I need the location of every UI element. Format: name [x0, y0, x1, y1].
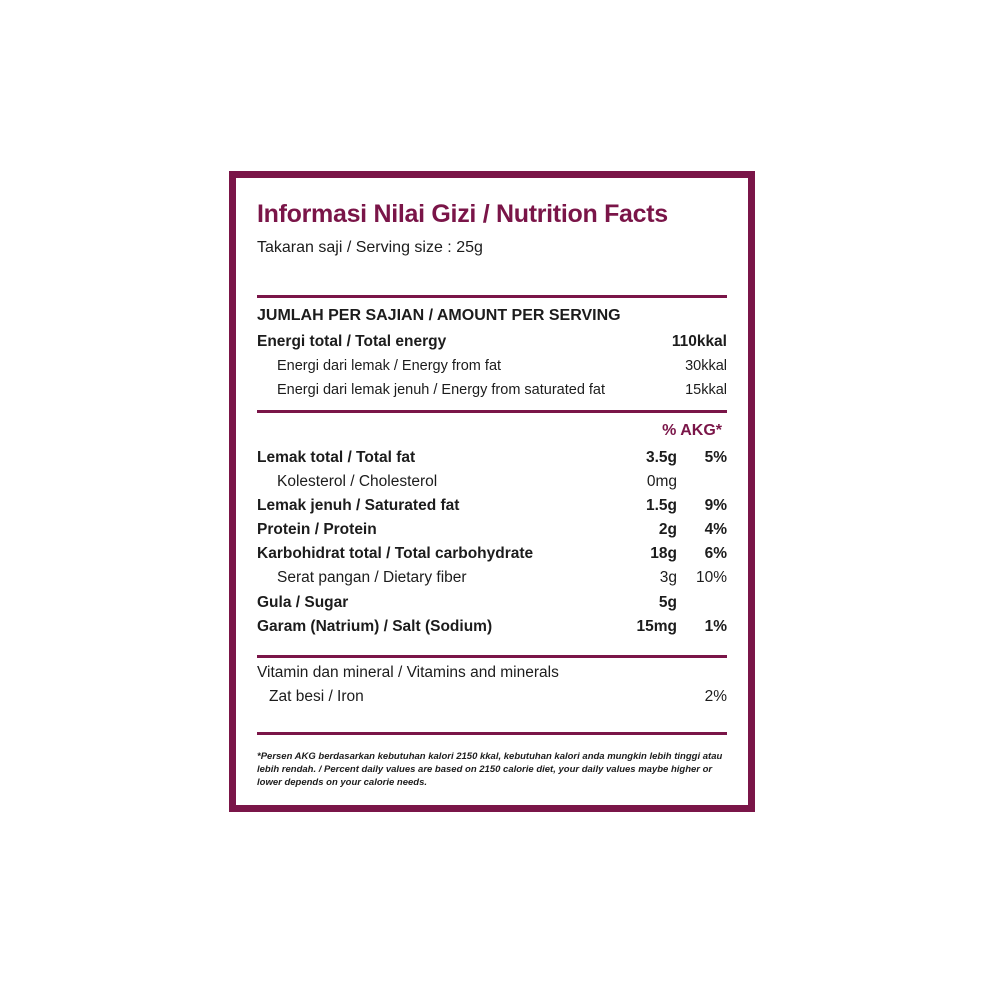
nutrient-amount: 2g: [658, 521, 677, 538]
nutrient-amount: 5g: [658, 594, 677, 611]
nutrient-name: Protein / Protein: [257, 521, 377, 538]
nutrient-pct: 9%: [704, 497, 727, 514]
nutrient-pct: 10%: [695, 569, 727, 586]
energy-satfat-value: 15kkal: [685, 382, 727, 398]
nutrient-amount: 0mg: [646, 473, 677, 490]
divider-middle: [257, 410, 727, 413]
nutrition-label: [229, 171, 755, 812]
energy-total-value: 110kkal: [671, 333, 727, 350]
label-title: Informasi Nilai Gizi / Nutrition Facts: [257, 200, 668, 228]
serving-size: Takaran saji / Serving size : 25g: [257, 239, 483, 256]
vitamins-heading: Vitamin dan mineral / Vitamins and minerals: [257, 664, 559, 681]
divider-vitamins: [257, 655, 727, 658]
vitamins-heading-row: [257, 662, 727, 684]
nutrient-row: [257, 567, 727, 589]
energy-satfat-label: Energi dari lemak jenuh / Energy from saturated fat: [277, 382, 606, 398]
nutrition-label-content: [257, 178, 727, 805]
footnote: *Persen AKG berdasarkan kebutuhan kalori 2150 kkal, kebutuhan kalori anda mungkin lebih tinggi atau lebih rendah. / Percent daily values are based on 2150 calorie diet, your daily values maybe higher or lower depends on your calorie needs.: [257, 751, 723, 788]
vitamin-row: [257, 686, 727, 708]
energy-fat-label: Energi dari lemak / Energy from fat: [277, 358, 502, 374]
nutrient-amount: 3.5g: [645, 449, 677, 466]
nutrient-pct: 5%: [704, 449, 727, 466]
nutrient-row: [257, 543, 727, 565]
energy-fat-value: 30kkal: [685, 358, 727, 374]
nutrient-name: Kolesterol / Cholesterol: [277, 473, 438, 490]
amount-heading: JUMLAH PER SAJIAN / AMOUNT PER SERVING: [257, 307, 621, 324]
nutrient-amount: 3g: [659, 569, 677, 586]
nutrient-row: [257, 519, 727, 541]
nutrient-name: Serat pangan / Dietary fiber: [277, 569, 467, 586]
nutrient-name: Lemak total / Total fat: [257, 449, 416, 466]
nutrient-row: [257, 616, 727, 638]
nutrient-pct: 4%: [704, 521, 727, 538]
energy-fat-row: [257, 355, 727, 377]
nutrient-name: Garam (Natrium) / Salt (Sodium): [257, 618, 493, 635]
energy-satfat-row: [257, 379, 727, 401]
nutrient-name: Gula / Sugar: [257, 594, 349, 611]
energy-total-label: Energi total / Total energy: [257, 333, 447, 350]
divider-bottom: [257, 732, 727, 735]
divider-top: [257, 295, 727, 298]
nutrient-row: [257, 495, 727, 517]
nutrient-row: [257, 592, 727, 614]
nutrient-name: Karbohidrat total / Total carbohydrate: [257, 545, 534, 562]
nutrient-name: Lemak jenuh / Saturated fat: [257, 497, 460, 514]
energy-total-row: [257, 331, 727, 353]
nutrient-pct: 1%: [704, 618, 727, 635]
nutrient-amount: 15mg: [636, 618, 677, 635]
nutrient-amount: 18g: [650, 545, 677, 562]
nutrient-row: [257, 447, 727, 469]
nutrient-row: [257, 471, 727, 493]
vitamin-pct: 2%: [704, 688, 727, 705]
nutrient-pct: 6%: [704, 545, 727, 562]
akg-heading: % AKG*: [662, 422, 722, 439]
nutrient-amount: 1.5g: [645, 497, 677, 514]
vitamin-name: Zat besi / Iron: [269, 688, 364, 705]
